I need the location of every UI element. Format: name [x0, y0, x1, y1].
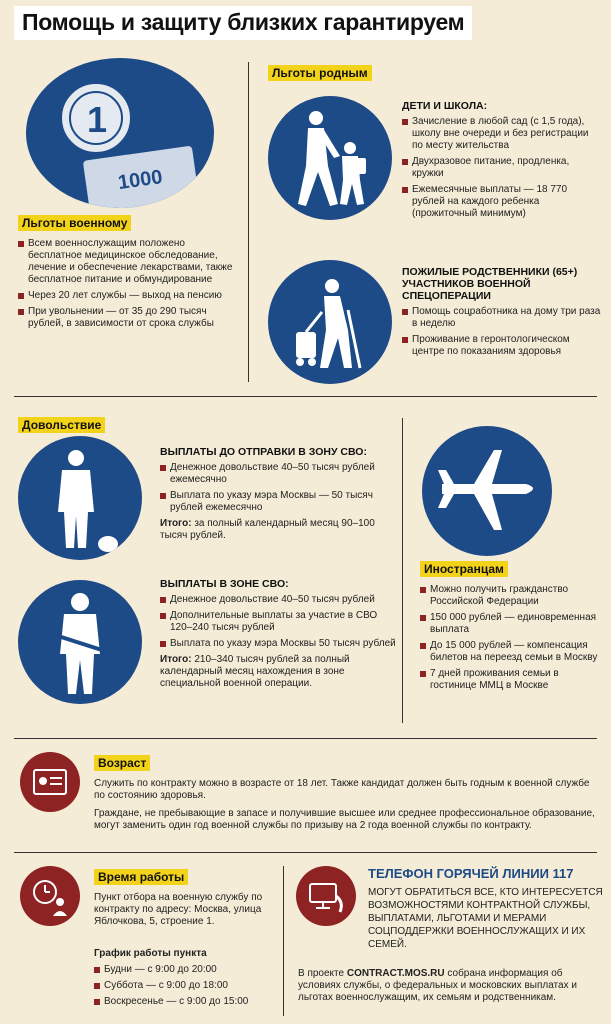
passport-icon	[20, 752, 80, 812]
family-illustration	[268, 96, 392, 220]
elderly-person-icon	[268, 260, 392, 384]
schedule-title: График работы пункта	[94, 948, 207, 959]
in-zone-total: Итого: 210–340 тысяч рублей за полный календарный месяц нахождения в зоне специальной военной операции.	[160, 654, 350, 689]
divider-horizontal-2	[14, 738, 597, 739]
before-list	[160, 462, 396, 514]
divider-vertical-bottom	[283, 866, 284, 1016]
list-item: Двухразовое питание, продленка, кружки	[402, 156, 602, 180]
soldier-illustration	[18, 580, 142, 704]
before-total: Итого: за полный календарный месяц 90–100 тысяч рублей.	[160, 518, 375, 541]
passport-badge	[20, 752, 80, 812]
recruit-illustration	[18, 436, 142, 560]
list-item: Денежное довольствие 40–50 тысяч рублей ежемесячно	[160, 462, 396, 486]
age-text-2: Граждане, не пребывающие в запасе и получившие высшее или среднее профессиональное образование, могут заменить один год военной службы по призыву на 2 года военной службы по контракту.	[94, 808, 595, 831]
foreigners-heading: Иностранцам	[420, 560, 508, 578]
hours-address: Пункт отбора на военную службу по контракту по адресу: Москва, улица Яблочкова, 5, строение 1.	[94, 892, 263, 927]
relatives-heading: Льготы родным	[268, 64, 372, 82]
list-item: Дополнительные выплаты за участие в СВО 120–240 тысяч рублей	[160, 610, 396, 634]
list-item: Будни — с 9:00 до 20:00	[94, 964, 274, 976]
list-item: Проживание в геронтологическом центре по показаниям здоровья	[402, 334, 602, 358]
kids-list	[402, 116, 602, 220]
foreigners-list	[420, 584, 600, 696]
allowance-heading: Довольствие	[18, 416, 105, 434]
hotline-footer: В проекте CONTRACT.MOS.RU собрана информация об условиях службы, о федеральных и московских выплатах и льготах военнослужащим, их семьям и родственникам.	[298, 968, 577, 1003]
computer-phone-icon	[296, 866, 356, 926]
divider-vertical-mid	[402, 418, 403, 723]
divider-horizontal-1	[14, 396, 597, 397]
list-item: Выплата по указу мэра Москвы — 50 тысяч рублей ежемесячно	[160, 490, 396, 514]
list-item: Всем военнослужащим положено бесплатное медицинское обследование, лечение и обеспечение лекарствами, также бесплатное питание и обмундирование	[18, 238, 240, 286]
list-item: Через 20 лет службы — выход на пенсию	[18, 290, 240, 302]
svg-text:1000: 1000	[116, 166, 164, 195]
divider-vertical-top	[248, 62, 249, 382]
divider-horizontal-3	[14, 852, 597, 853]
age-heading: Возраст	[94, 754, 150, 772]
list-item: 7 дней проживания семьи в гостинице ММЦ в Москве	[420, 668, 600, 692]
in-zone-block	[160, 578, 396, 690]
elderly-illustration	[268, 260, 392, 384]
list-item: Суббота — с 9:00 до 18:00	[94, 980, 274, 992]
hotline-badge	[296, 866, 356, 926]
before-block	[160, 446, 396, 542]
money-illustration	[26, 58, 214, 208]
svg-text:1: 1	[87, 99, 108, 140]
airplane-illustration	[422, 426, 552, 556]
in-zone-title: ВЫПЛАТЫ В ЗОНЕ СВО:	[160, 578, 289, 590]
page-title: Помощь и защиту близких гарантируем	[14, 6, 472, 40]
kids-title: ДЕТИ И ШКОЛА:	[402, 100, 488, 112]
list-item: Выплата по указу мэра Москвы 50 тысяч рублей	[160, 638, 396, 650]
list-item: До 15 000 рублей — компенсация билетов на переезд семьи в Москву	[420, 640, 600, 664]
hotline-body: МОГУТ ОБРАТИТЬСЯ ВСЕ, КТО ИНТЕРЕСУЕТСЯ ВОЗМОЖНОСТЯМИ КОНТРАКТНОЙ СЛУЖБЫ, ВЫПЛАТАМИ, ЛЬГОТАМИ И МЕРАМИ СОЦПОДДЕРЖКИ ВОЕННОСЛУЖАЩИХ И ИХ СЕМЕЙ.	[368, 887, 603, 950]
kids-block	[402, 100, 602, 224]
elderly-block	[402, 266, 602, 362]
list-item: При увольнении — от 35 до 290 тысяч рублей, в зависимости от срока службы	[18, 306, 240, 330]
elderly-title: ПОЖИЛЫЕ РОДСТВЕННИКИ (65+) УЧАСТНИКОВ ВОЕННОЙ СПЕЦОПЕРАЦИИ	[402, 266, 578, 302]
list-item: 150 000 рублей — единовременная выплата	[420, 612, 600, 636]
military-list	[18, 238, 240, 334]
elderly-list	[402, 306, 602, 358]
parent-child-icon	[268, 96, 392, 220]
age-text-1: Служить по контракту можно в возрасте от 18 лет. Также кандидат должен быть годным к военной службе по состоянию здоровья.	[94, 778, 590, 801]
list-item: Ежемесячные выплаты — 18 770 рублей на каждого ребенка (прожиточный минимум)	[402, 184, 602, 220]
airplane-icon	[422, 426, 552, 556]
list-item: Можно получить гражданство Российской Федерации	[420, 584, 600, 608]
clock-person-icon	[20, 866, 80, 926]
list-item: Воскресенье — с 9:00 до 15:00	[94, 996, 274, 1008]
civilian-icon	[18, 436, 142, 560]
money-icon	[26, 58, 214, 208]
soldier-icon	[18, 580, 142, 704]
military-heading: Льготы военному	[18, 214, 131, 232]
before-title: ВЫПЛАТЫ ДО ОТПРАВКИ В ЗОНУ СВО:	[160, 446, 367, 458]
schedule-list	[94, 964, 274, 1012]
in-zone-list	[160, 594, 396, 650]
clock-badge	[20, 866, 80, 926]
list-item: Помощь соцработника на дому три раза в неделю	[402, 306, 602, 330]
list-item: Зачисление в любой сад (с 1,5 года), школу вне очереди и без регистрации по месту жительства	[402, 116, 602, 152]
hours-heading: Время работы	[94, 868, 188, 886]
hotline-heading: ТЕЛЕФОН ГОРЯЧЕЙ ЛИНИИ 117	[368, 866, 574, 881]
site-link[interactable]: CONTRACT.MOS.RU	[346, 968, 445, 979]
list-item: Денежное довольствие 40–50 тысяч рублей	[160, 594, 396, 606]
